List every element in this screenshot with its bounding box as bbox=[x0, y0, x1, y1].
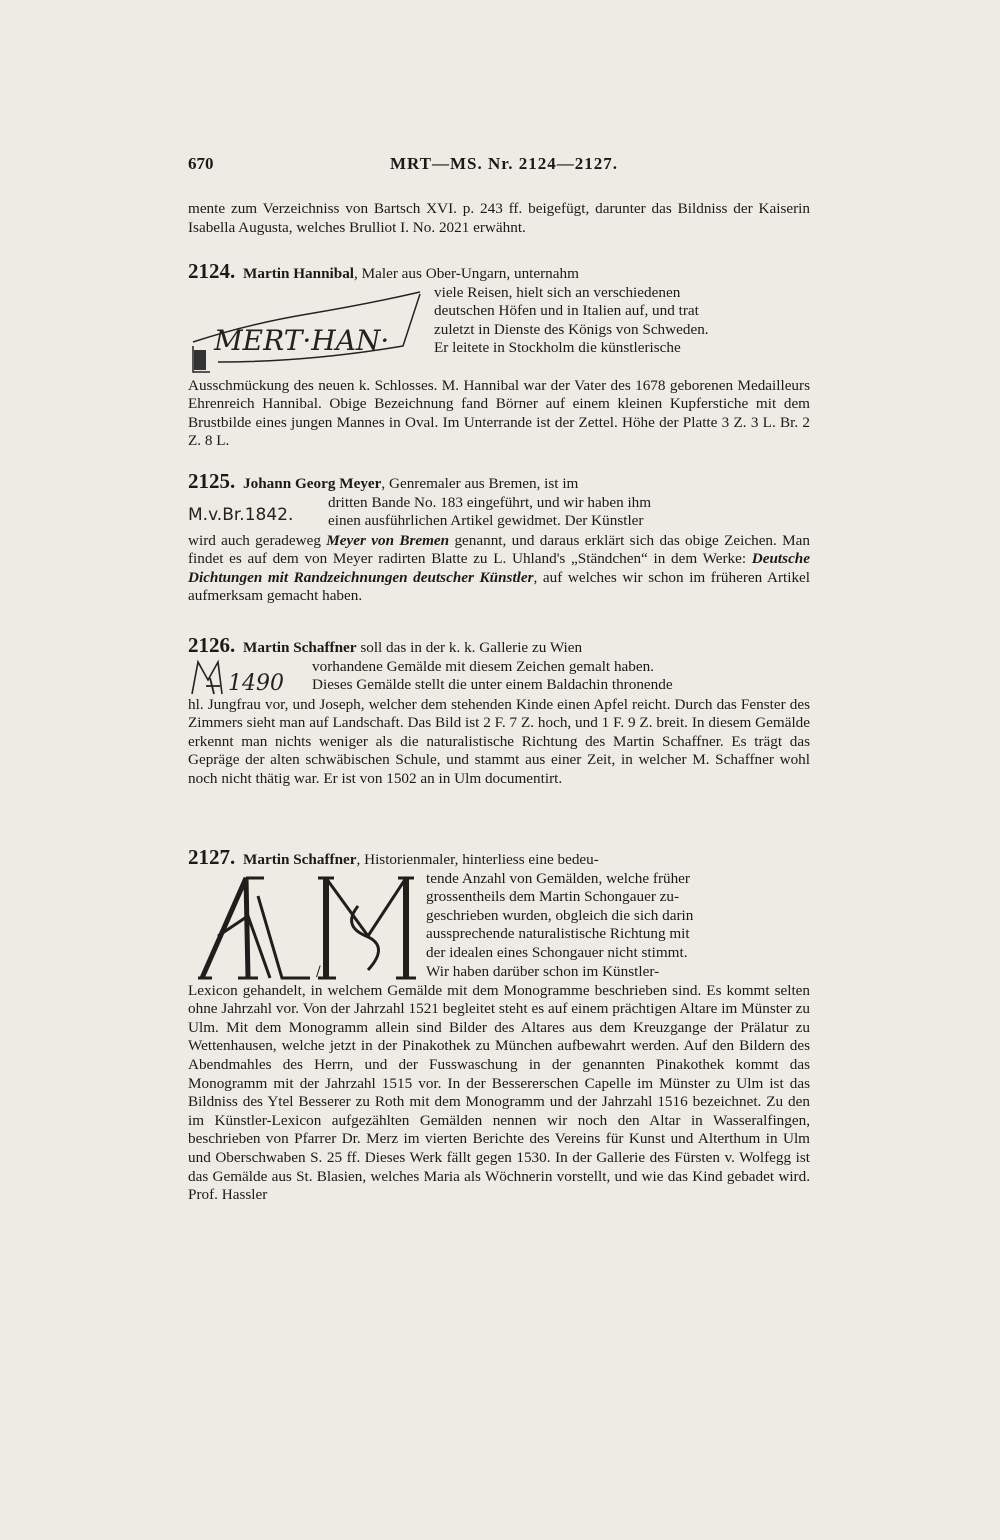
svg-text:M.v.Br.1842.: M.v.Br.1842. bbox=[188, 504, 294, 525]
body-text: genannt, und daraus erklärt sich das obige Zeichen. Man findet es auf dem von Meyer radirten Blatte zu L. Uhland's „Ständchen“ in dem Werke: bbox=[188, 531, 810, 568]
intro-text: mente zum Verzeichniss von Bartsch XVI. p. 243 ff. beigefügt, darunter das Bildniss der Kaiserin Isabella Augusta, welches Brulliot I. No. 2021 erwähnt. bbox=[188, 200, 810, 236]
entry-2127 bbox=[188, 845, 810, 1205]
running-title: MRT—MS. Nr. 2124—2127. bbox=[389, 154, 619, 173]
monogram-ms bbox=[198, 866, 418, 982]
monogram-schaffner-1490-image bbox=[188, 656, 300, 698]
monogram-hannibal-image bbox=[188, 284, 426, 376]
wrapped-line: geschrieben wurden, obgleich die sich darin bbox=[426, 906, 694, 924]
wrapped-line: dritten Bande No. 183 eingeführt, und wir haben ihm bbox=[328, 493, 652, 511]
monogram-ms-image bbox=[198, 866, 418, 982]
entry-2126 bbox=[188, 633, 810, 789]
entry-body: hl. Jungfrau vor, und Joseph, welcher dem stehenden Kinde einen Apfel reicht. Durch das Fenster des Zimmers sieht man auf Landschaft. Das Bild ist 2 F. 7 Z. hoch, und 1 F. 9 Z. breit. In diesem Gemälde erkennt man nichts weniger als die naturalistische Richtung des Martin Schaffner. Es trägt das Gepräge der alten schwäbischen Schule, und stammt aus einer Zeit, in welcher M. Schaffner wohl noch nicht thätig war. Er ist von 1502 an in Ulm documentirt. bbox=[188, 695, 810, 787]
wrapped-line: Dieses Gemälde stellt die unter einem Baldachin thronende bbox=[312, 676, 673, 694]
entry-number: 2124. bbox=[188, 259, 236, 283]
wrapped-line: deutschen Höfen und in Italien auf, und trat bbox=[434, 302, 699, 320]
wrapped-line: aussprechende naturalistische Richtung mit bbox=[426, 925, 690, 943]
body-emphasis: Meyer von Bremen bbox=[326, 531, 450, 549]
wrapped-line: Wir haben darüber schon im Künstler- bbox=[426, 962, 660, 980]
entry-number: 2126. bbox=[188, 633, 236, 657]
wrapped-line: grossentheils dem Martin Schongauer zu- bbox=[426, 888, 680, 906]
svg-text:/: / bbox=[316, 963, 321, 980]
wrapped-line: zuletzt in Dienste des Königs von Schweden. bbox=[434, 320, 709, 338]
body-text: wird auch geradeweg bbox=[188, 531, 327, 549]
monogram-meyer-image bbox=[188, 498, 308, 528]
page-header bbox=[188, 154, 820, 178]
intro-paragraph bbox=[188, 200, 810, 237]
artist-name: Martin Hannibal bbox=[243, 265, 355, 282]
monogram-date: 1490 bbox=[228, 670, 284, 696]
entry-lead: , Genremaler aus Bremen, ist im bbox=[381, 475, 579, 492]
wrapped-line: Er leitete in Stockholm die künstlerische bbox=[434, 339, 681, 357]
entry-body: Ausschmückung des neuen k. Schlosses. M. Hannibal war der Vater des 1678 geborenen Medailleurs Ehrenreich Hannibal. Obige Bezeichnung fand Börner auf einem kleinen Kupferstiche mit dem Brustbilde eines jungen Mannes in Oval. Im Unterrande ist der Zettel. Höhe der Platte 3 Z. 3 L. Br. 2 Z. 8 L. bbox=[188, 376, 810, 450]
entry-body: Lexicon gehandelt, in welchem Gemälde mit dem Monogramme beschrieben sind. Es kommt selten ohne Jahrzahl vor. Von der Jahrzahl 1521 begleitet steht es auf einem prächtigen Altare im Münster zu Ulm. Mit dem Monogramm allein sind Bilder des Altares aus dem Kreuzgange der Prälatur zu Wettenhausen, welche jetzt in der Pinakothek zu München aufbewahrt werden. Auf den Bildern des Abendmahles des Herrn, und der Fusswaschung in der genannten Pinakothek kommt das Monogramm mit der Jahrzahl 1515 vor. In der Bessererschen Capelle im Münster zu Ulm ist das Bildniss des Ytel Besserer zu Roth mit dem Monogramm und der Jahrzahl 1516 bezeichnet. Zu den im Künstler-Lexicon aufgezählten Gemälden nennen wir noch den Altar in Wasseralfingen, beschrieben von Pfarrer Dr. Merz im vierten Berichte des Vereins für Kunst und Alterthum in Ulm und Oberschwaben S. 25 ff. Dieses Werk fällt gegen 1530. In der Gallerie des Fürsten v. Wolfegg ist das Gemälde aus St. Blasien, welches Maria als Wöchnerin vorstellt, und wie das Kind gebadet wird. Prof. Hassler bbox=[188, 981, 810, 1204]
entry-body bbox=[188, 532, 810, 606]
wrapped-line: einen ausführlichen Artikel gewidmet. Der Künstler bbox=[328, 512, 644, 530]
monogram-hannibal bbox=[188, 284, 426, 376]
svg-text:MERT·HAN·: MERT·HAN· bbox=[214, 323, 390, 357]
wrapped-line: tende Anzahl von Gemälden, welche früher bbox=[426, 869, 690, 887]
artist-name: Martin Schaffner bbox=[243, 851, 357, 868]
monogram-meyer bbox=[188, 498, 308, 528]
wrapped-line: vorhandene Gemälde mit diesem Zeichen gemalt haben. bbox=[312, 657, 655, 675]
book-title: Deutsche Dichtungen mit Randzeichnungen deutscher Künstler bbox=[188, 550, 810, 586]
monogram-schaffner-1490 bbox=[188, 656, 300, 698]
entry-2125 bbox=[188, 469, 810, 606]
wrapped-line: der idealen eines Schongauer nicht stimmt. bbox=[426, 943, 688, 961]
entry-number: 2127. bbox=[188, 845, 236, 869]
body-text: , auf welches wir schon im früheren Artikel aufmerksam gemacht haben. bbox=[188, 568, 810, 605]
entry-lead: , Historienmaler, hinterliess eine bedeu- bbox=[356, 851, 599, 868]
entry-lead: , Maler aus Ober-Ungarn, unternahm bbox=[354, 265, 579, 282]
entry-number: 2125. bbox=[188, 469, 236, 493]
entry-2124 bbox=[188, 259, 810, 451]
artist-name: Martin Schaffner bbox=[243, 639, 357, 656]
page-number: 670 bbox=[188, 154, 214, 173]
artist-name: Johann Georg Meyer bbox=[243, 475, 382, 492]
wrapped-line: viele Reisen, hielt sich an verschiedenen bbox=[434, 283, 681, 301]
entry-lead: soll das in der k. k. Gallerie zu Wien bbox=[356, 639, 583, 656]
